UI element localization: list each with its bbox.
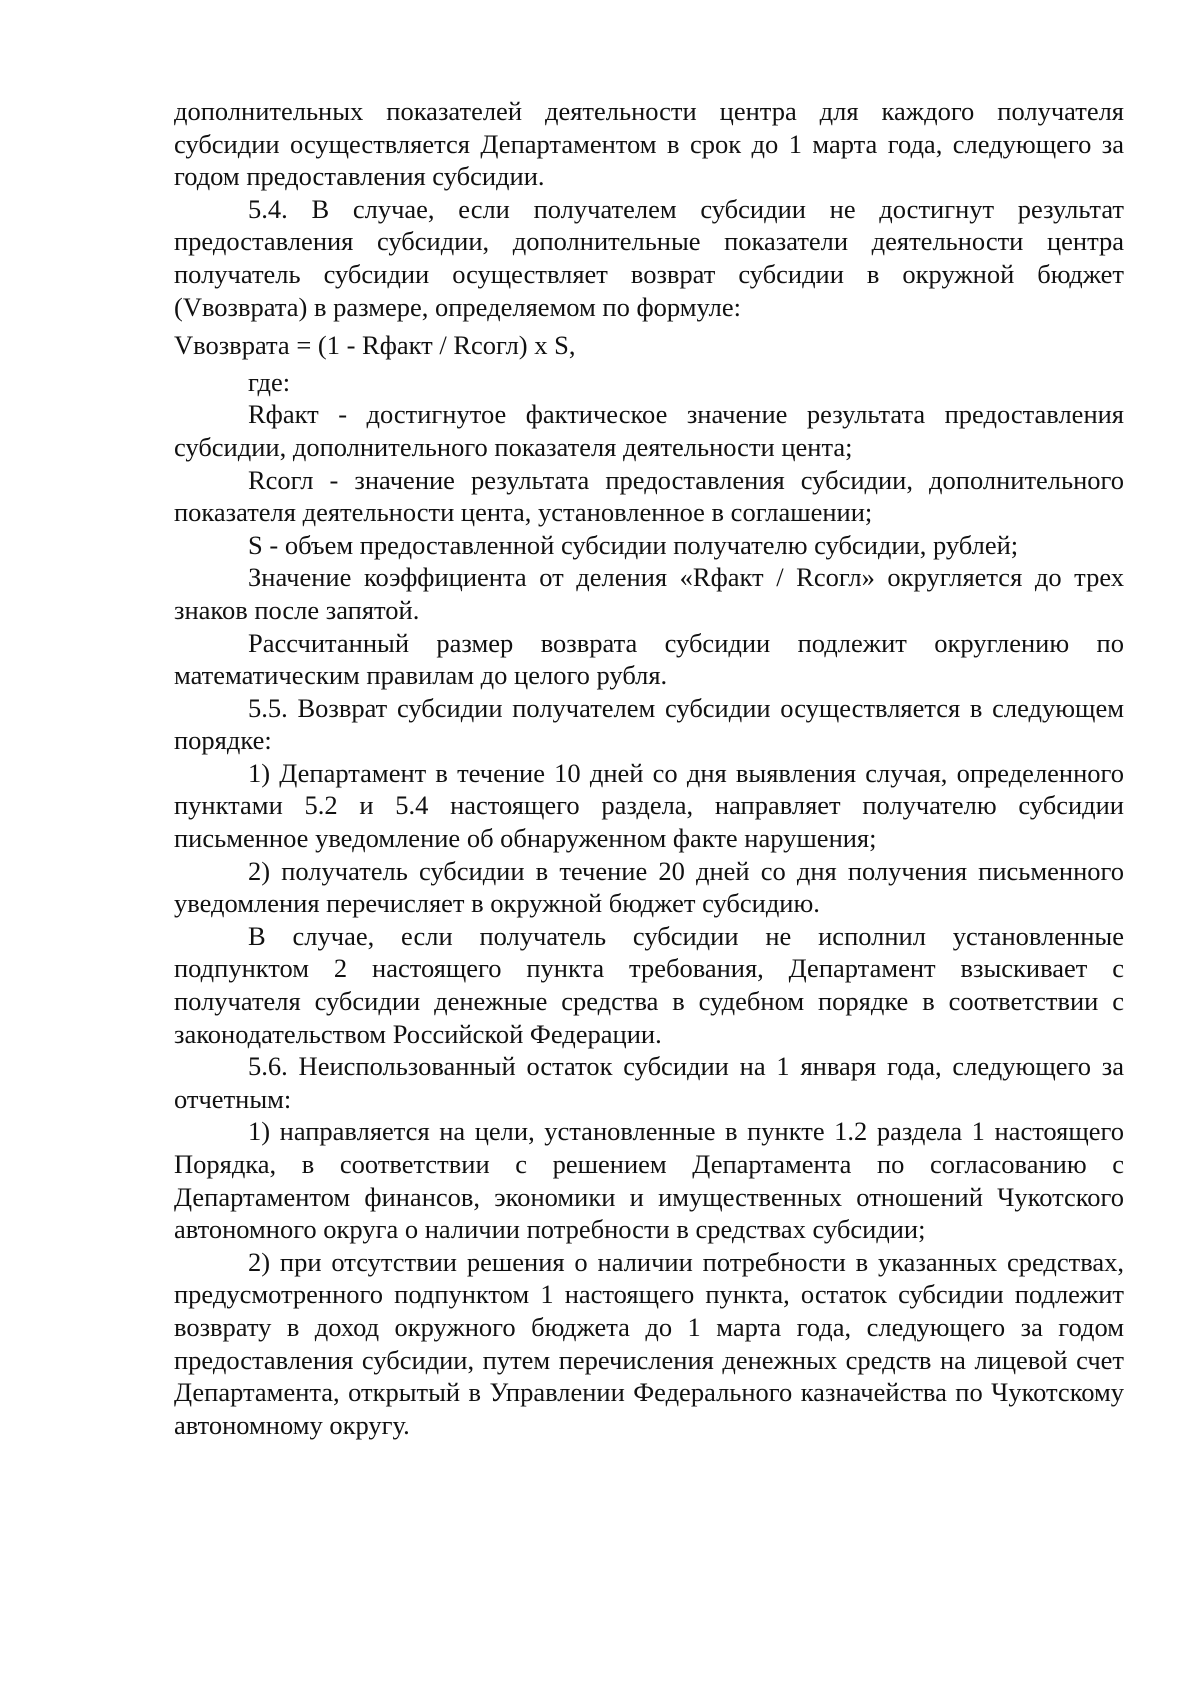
formula-v-return: Vвозврата = (1 - Rфакт / Rсогл) x S,: [174, 330, 576, 361]
paragraph-court-recovery: В случае, если получатель субсидии не исполнил установленные подпунктом 2 настоящего пункта требования, Департамент взыскивает с получателя субсидии денежные средства в судебном порядке в соответствии с законодательством Российской Федерации.: [174, 920, 1124, 1049]
paragraph-5-6-item-1: 1) направляется на цели, установленные в пункте 1.2 раздела 1 настоящего Порядка, в соответствии с решением Департамента по согласованию с Департаментом финансов, экономики и имущественных отношений Чукотского автономного округа о наличии потребности в средствах субсидии;: [174, 1116, 1124, 1245]
paragraph-return-rounding: Рассчитанный размер возврата субсидии подлежит округлению по математическим правилам до целого рубля.: [174, 627, 1124, 691]
document-page: [174, 95, 1124, 1441]
paragraph-coefficient-rounding: Значение коэффициента от деления «Rфакт / Rсогл» округляется до трех знаков после запятой.: [174, 562, 1124, 625]
paragraph-continuation: дополнительных показателей деятельности центра для каждого получателя субсидии осуществляется Департаментом в срок до 1 марта года, следующего за годом предоставления субсидии.: [174, 96, 1124, 192]
paragraph-5-6: 5.6. Неиспользованный остаток субсидии на 1 января года, следующего за отчетным:: [174, 1051, 1124, 1114]
paragraph-s-volume: S - объем предоставленной субсидии получателю субсидии, рублей;: [248, 529, 1019, 560]
paragraph-5-5-item-2: 2) получатель субсидии в течение 20 дней со дня получения письменного уведомления перечисляет в окружной бюджет субсидию.: [174, 855, 1124, 919]
paragraph-r-sogl: Rсогл - значение результата предоставления субсидии, дополнительного показателя деятельности цента, установленное в соглашении;: [174, 464, 1124, 528]
paragraph-r-fact: Rфакт - достигнутое фактическое значение результата предоставления субсидии, дополнительного показателя деятельности цента;: [174, 399, 1124, 462]
paragraph-5-5-item-1: 1) Департамент в течение 10 дней со дня выявления случая, определенного пунктами 5.2 и 5.4 настоящего раздела, направляет получателю субсидии письменное уведомление об обнаруженном факте нарушения;: [174, 757, 1124, 854]
paragraph-5-4: 5.4. В случае, если получателем субсидии не достигнут результат предоставления субсидии, дополнительные показатели деятельности центра получатель субсидии осуществляет возврат субсидии в окружной бюджет (Vвозврата) в размере, определяемом по формуле:: [174, 193, 1124, 322]
paragraph-5-6-item-2: 2) при отсутствии решения о наличии потребности в указанных средствах, предусмотренного подпунктом 1 настоящего пункта, остаток субсидии подлежит возврату в доход окружного бюджета до 1 марта года, следующего за годом предоставления субсидии, путем перечисления денежных средств на лицевой счет Департамента, открытый в Управлении Федерального казначейства по Чукотскому автономному округу.: [174, 1246, 1124, 1440]
paragraph-5-5: 5.5. Возврат субсидии получателем субсидии осуществляется в следующем порядке:: [174, 692, 1124, 756]
paragraph-where: где:: [248, 366, 291, 397]
